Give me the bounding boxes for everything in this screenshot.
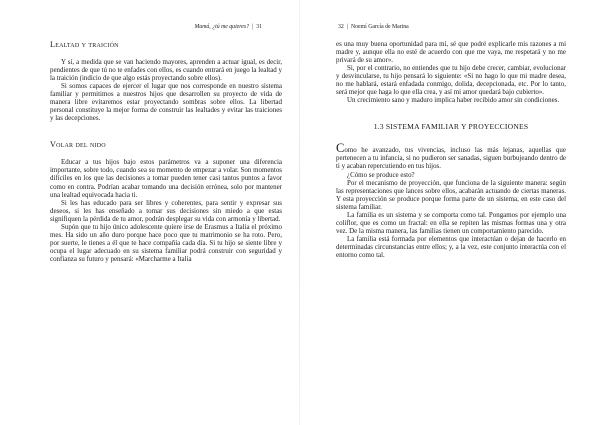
paragraph: Educar a tus hijos bajo estos parámetros va a suponer una diferencia importante, sobre todo, cuando sea su momento de empezar a volar. Son momentos difíciles en los que las decisiones a tomar pueden tener casi tantos puntos a favor como en contra. Podrían acabar tomando una decisión errónea, solo por mantener una lealtad equivocada hacia ti. [50,158,282,199]
paragraph: Y sí, a medida que se van haciendo mayores, aprenden a actuar igual, es decir, pendientes de que tú no te enfades con ellos, es cuando entrará en juego la lealtad y la traición (indicio de que algo estás proyectando sobre ellos). [50,58,282,83]
running-head-separator: | [252,24,254,30]
paragraph: Si, por el contrario, no entiendes que tu hijo debe crecer, cambiar, evolucionar y desvincularse, tu hijo pensará lo siguiente: «Si no hago lo que mi madre desea, no me hablará, estará enfadada conmigo, dolida, decepcionada, etc. Por lo tanto, será mejor que haga lo que ella crea, y así mi amor quedará bajo cubierto». [336,64,566,97]
paragraph: Si somos capaces de ejercer el lugar que nos corresponde en nuestro sistema familiar y permitimos a nuestros hijos que desarrollen su proyecto de vida de manera libre evitaremos estar proyectando sombras sobre ellos. La libertad personal constituye la mejor forma de construir las lealtades y evitar las traiciones y las decepciones. [50,82,282,123]
paragraph: La familia es un sistema y se comporta como tal. Pongamos por ejemplo una coliflor, que es como un fractal: en ella se repiten las mismas formas una y otra vez. De la misma manera, las familias tienen un comportamiento parecido. [336,210,566,235]
section-heading: Lealtad y traición [50,40,119,49]
paragraph: Por el mecanismo de proyección, que funciona de la siguiente manera: según las representaciones que lances sobre ellos, acabarán actuando de ciertas maneras. Y esta proyección se produce porque forma parte de un sistema, en este caso del sistema familiar. [336,178,566,211]
paragraph: Como he avanzado, tus vivencias, incluso las más lejanas, aquellas que pertenecen a tu infancia, si no pudieron ser sanadas, siguen burbujeando dentro de ti y acaban repercutiendo en tus hijos. [336,141,566,171]
paragraph: ¿Cómo se produce esto? [347,170,415,179]
paragraph: Si les has educado para ser libres y coherentes, para sentir y expresar sus deseos, si les has enseñado a tomar sus decisiones sin miedo a que estas signifiquen la pérdida de tu amor, podrán desplegar su vida con armonía y libertad. [50,198,282,223]
right-text-column [336,40,566,259]
section-spacer [50,122,282,140]
left-running-head [195,24,263,31]
section-heading: Volar del nido [50,140,106,150]
right-running-head [338,24,409,31]
running-head-author: Noemí García de Marina [350,24,409,30]
paragraph: Un crecimiento sano y maduro implica haber recibido amor sin condiciones. [347,96,560,105]
paragraph: Supón que tu hijo único adolescente quiere irse de Erasmus a Italia el próximo mes. Ha sido un año duro porque hace poco que tu matrimonio se ha roto. Pero, por suerte, le tienes a él que te hace compañía cada día. Si tu hijo se siente libre y ocupa el lugar adecuado en su sistema familiar podrá construir con seguridad y confianza su futuro y pensará: «Marcharme a Italia [50,222,282,263]
running-head-title: Mamá, ¿tú me quieres? [194,24,250,30]
paragraph: es una muy buena oportunidad para mí, sé que podré explicarle mis razones a mi madre y, aunque ella no esté de acuerdo con que me vaya, me respetará y no me privará de su amor». [336,40,566,65]
section-heading: 1.3 SISTEMA FAMILIAR Y PROYECCIONES [373,122,529,132]
left-text-column [50,40,282,263]
paragraph: La familia está formada por elementos que interactúan o dejan de hacerlo en determinadas circunstancias entre ellos; y, a la vez, este conjunto interactúa con el entorno como tal. [336,234,566,259]
page-number: 32 [338,24,344,30]
page-number: 31 [256,24,262,30]
right-page [300,0,600,425]
running-head-separator: | [346,24,348,30]
